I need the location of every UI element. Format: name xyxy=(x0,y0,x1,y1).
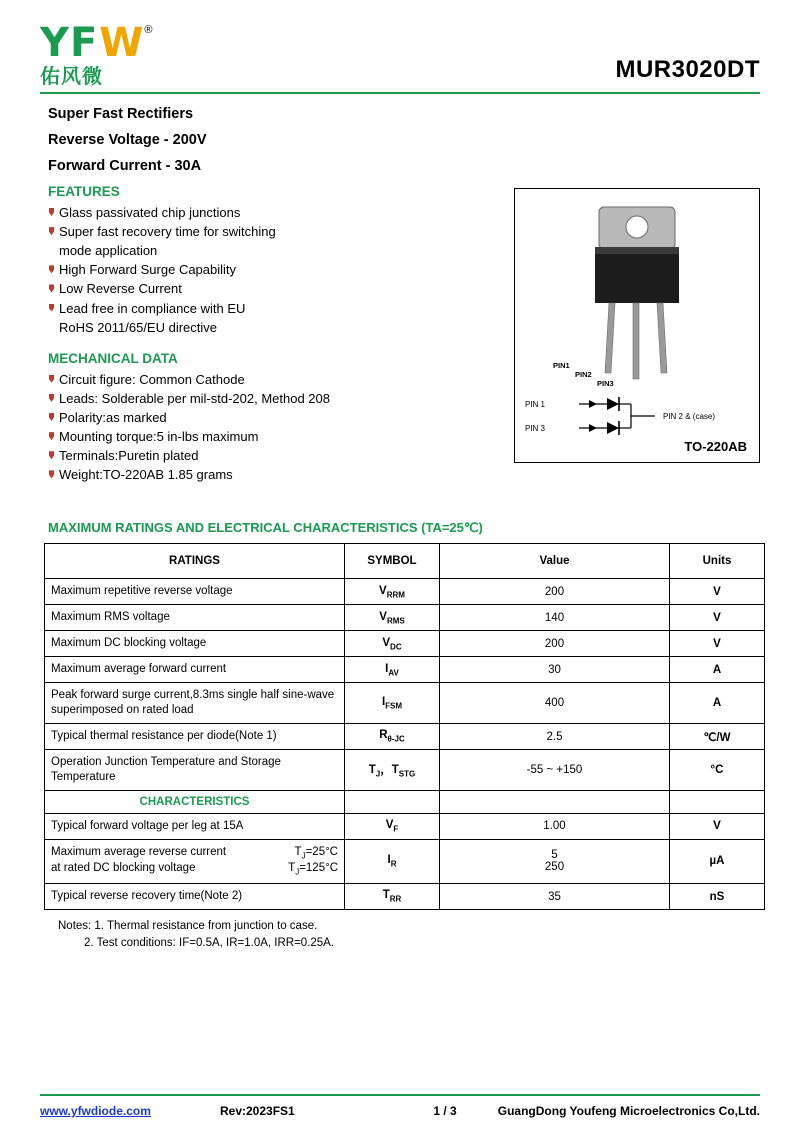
left-column xyxy=(40,184,470,498)
row-value: 35 xyxy=(440,884,670,910)
column-header-ratings: RATINGS xyxy=(45,544,345,579)
logo-mark xyxy=(40,20,153,66)
row-unit: A xyxy=(670,683,765,724)
logo-letter-f: F xyxy=(69,20,98,66)
row-value-1: 5 xyxy=(551,849,558,862)
row-rating: Maximum RMS voltage xyxy=(45,605,345,631)
product-title-1: Super Fast Rectifiers xyxy=(48,106,194,122)
list-item: Low Reverse Current xyxy=(48,279,470,298)
table-notes xyxy=(58,918,760,951)
mechanical-heading: MECHANICAL DATA xyxy=(48,350,178,366)
revision-label: Rev:2023FS1 xyxy=(220,1104,295,1118)
table-row xyxy=(45,631,765,657)
symbol-main: V xyxy=(385,819,394,832)
row-rating: Typical reverse recovery time(Note 2) xyxy=(45,884,345,910)
table-row xyxy=(45,813,765,839)
row-symbol xyxy=(345,813,440,839)
symbol-main: V xyxy=(379,610,387,623)
specs-table xyxy=(44,543,765,910)
footer-row xyxy=(40,1104,760,1118)
list-item: Lead free in compliance with EU xyxy=(48,299,470,318)
condition-2 xyxy=(288,861,338,878)
row-value: 200 xyxy=(440,579,670,605)
list-item: High Forward Surge Capability xyxy=(48,260,470,279)
row-symbol xyxy=(345,657,440,683)
website-link[interactable]: www.yfwdiode.com xyxy=(40,1104,151,1118)
row-value-2: 250 xyxy=(544,861,565,874)
row-unit: °C xyxy=(670,749,765,790)
table-row xyxy=(45,884,765,910)
characteristics-blank-2 xyxy=(440,790,670,813)
row-value: 30 xyxy=(440,657,670,683)
row-rating: Maximum average forward current xyxy=(45,657,345,683)
row-unit: ℃/W xyxy=(670,724,765,750)
row-value: 1.00 xyxy=(440,813,670,839)
features-heading: FEATURES xyxy=(48,184,120,199)
row-value: 200 xyxy=(440,631,670,657)
page-number: 1 / 3 xyxy=(433,1104,457,1118)
package-name: TO-220AB xyxy=(684,439,747,454)
row-value: 140 xyxy=(440,605,670,631)
registered-trademark-icon: ® xyxy=(144,24,153,36)
features-list xyxy=(48,203,470,337)
header-divider xyxy=(40,92,760,94)
row-value: 400 xyxy=(440,683,670,724)
symbol-main: R xyxy=(379,729,388,742)
schematic-common-label: PIN 2 & (case) xyxy=(663,412,716,421)
rating-line-2 xyxy=(51,861,338,878)
symbol-sub: DC xyxy=(390,641,402,651)
symbol-main: V xyxy=(379,584,387,597)
row-unit: V xyxy=(670,605,765,631)
to220-package-icon xyxy=(547,203,727,403)
row-value: -55 ~ +150 xyxy=(440,749,670,790)
column-header-value: Value xyxy=(440,544,670,579)
right-column xyxy=(470,184,760,498)
row-rating: Maximum repetitive reverse voltage xyxy=(45,579,345,605)
company-name: GuangDong Youfeng Microelectronics Co,Ltd. xyxy=(497,1104,760,1118)
row-value xyxy=(440,839,670,883)
condition-symbol-1: T xyxy=(294,845,302,858)
rating-text-2: at rated DC blocking voltage xyxy=(51,862,196,875)
pin2-label: PIN2 xyxy=(575,370,592,379)
content-columns xyxy=(40,184,760,498)
list-item: RoHS 2011/65/EU directive xyxy=(59,319,218,335)
row-rating: Maximum DC blocking voltage xyxy=(45,631,345,657)
row-unit: A xyxy=(670,657,765,683)
row-rating: Peak forward surge current,8.3ms single half sine-wave superimposed on rated load xyxy=(45,683,345,724)
part-number: MUR3020DT xyxy=(615,56,760,83)
row-symbol xyxy=(345,839,440,883)
condition-value-1: =25°C xyxy=(305,845,338,858)
schematic-pin1-label: PIN 1 xyxy=(525,400,546,409)
symbol-separator: ， xyxy=(380,764,392,777)
logo-letter-y: Y xyxy=(40,20,68,66)
company-logo xyxy=(40,20,153,88)
row-unit: V xyxy=(670,579,765,605)
row-rating: Operation Junction Temperature and Storage Temperature xyxy=(45,749,345,790)
table-row xyxy=(45,839,765,883)
characteristics-heading-row xyxy=(45,790,765,813)
symbol-sub: J xyxy=(375,769,381,779)
logo-letter-w: W xyxy=(99,20,144,66)
symbol-main: V xyxy=(382,636,391,649)
row-unit: nS xyxy=(670,884,765,910)
logo-chinese-name: 佑风微 xyxy=(40,64,103,88)
mechanical-list xyxy=(48,370,470,485)
row-symbol xyxy=(345,749,440,790)
rating-text-1: Maximum average reverse current xyxy=(51,845,227,858)
product-title-2: Reverse Voltage - 200V xyxy=(48,132,207,148)
list-item: Polarity:as marked xyxy=(48,408,470,427)
column-header-symbol: SYMBOL xyxy=(345,544,440,579)
row-unit: V xyxy=(670,631,765,657)
package-drawing xyxy=(514,188,760,463)
table-row xyxy=(45,579,765,605)
symbol-sub: FSM xyxy=(385,701,403,711)
page-footer xyxy=(40,1094,760,1118)
note-line-2: 2. Test conditions: IF=0.5A, IR=1.0A, IRR=0.25A. xyxy=(84,936,335,949)
table-row xyxy=(45,749,765,790)
list-item: Circuit figure: Common Cathode xyxy=(48,370,470,389)
row-symbol xyxy=(345,631,440,657)
list-item: mode application xyxy=(59,243,158,259)
condition-1 xyxy=(295,845,338,862)
symbol-sub: AV xyxy=(388,667,399,677)
row-rating: Typical thermal resistance per diode(Note 1) xyxy=(45,724,345,750)
symbol-sub: θ-JC xyxy=(387,734,405,744)
symbol-main: T xyxy=(368,764,376,777)
row-symbol xyxy=(345,884,440,910)
characteristics-blank-1 xyxy=(345,790,440,813)
list-item: Mounting torque:5 in-lbs maximum xyxy=(48,427,470,446)
row-rating xyxy=(45,839,345,883)
row-symbol xyxy=(345,683,440,724)
condition-symbol-2: T xyxy=(288,862,296,875)
characteristics-blank-3 xyxy=(670,790,765,813)
page-header xyxy=(40,0,760,86)
symbol-main: I xyxy=(387,854,391,867)
pin3-label: PIN3 xyxy=(597,379,614,388)
schematic-pin3-label: PIN 3 xyxy=(525,424,546,433)
symbol-main-2: T xyxy=(391,764,399,777)
symbol-sub: R xyxy=(390,859,397,869)
table-header-row xyxy=(45,544,765,579)
condition-value-2: =125°C xyxy=(299,862,338,875)
row-symbol xyxy=(345,579,440,605)
row-symbol xyxy=(345,605,440,631)
table-row xyxy=(45,657,765,683)
table-row xyxy=(45,605,765,631)
symbol-sub: F xyxy=(393,824,399,834)
specs-table-title: MAXIMUM RATINGS AND ELECTRICAL CHARACTERISTICS (TA=25℃) xyxy=(48,520,483,536)
rating-line-1 xyxy=(51,845,338,862)
row-symbol xyxy=(345,724,440,750)
symbol-sub: RRM xyxy=(386,590,405,600)
list-item: Super fast recovery time for switching xyxy=(48,222,470,241)
symbol-main: T xyxy=(382,889,390,902)
list-item: Leads: Solderable per mil-std-202, Method 208 xyxy=(48,389,470,408)
symbol-main: I xyxy=(381,695,386,708)
product-titles xyxy=(40,106,760,174)
condition-sub-1: J xyxy=(301,851,306,861)
row-value: 2.5 xyxy=(440,724,670,750)
pin1-label: PIN1 xyxy=(553,361,570,370)
symbol-main: I xyxy=(385,662,389,675)
footer-divider xyxy=(40,1094,760,1096)
condition-sub-2: J xyxy=(295,867,300,877)
row-rating: Typical forward voltage per leg at 15A xyxy=(45,813,345,839)
characteristics-heading: CHARACTERISTICS xyxy=(45,790,345,813)
note-line-1: Notes: 1. Thermal resistance from junction to case. xyxy=(58,920,318,933)
column-header-units: Units xyxy=(670,544,765,579)
symbol-sub: RR xyxy=(389,894,402,904)
row-unit: V xyxy=(670,813,765,839)
symbol-sub: RMS xyxy=(386,615,405,625)
table-row xyxy=(45,683,765,724)
table-row xyxy=(45,724,765,750)
row-unit: µA xyxy=(670,839,765,883)
symbol-sub-2: STG xyxy=(398,769,416,779)
list-item: Terminals:Puretin plated xyxy=(48,446,470,465)
list-item: Weight:TO-220AB 1.85 grams xyxy=(48,465,470,484)
list-item: Glass passivated chip junctions xyxy=(48,203,470,222)
product-title-3: Forward Current - 30A xyxy=(48,158,202,174)
